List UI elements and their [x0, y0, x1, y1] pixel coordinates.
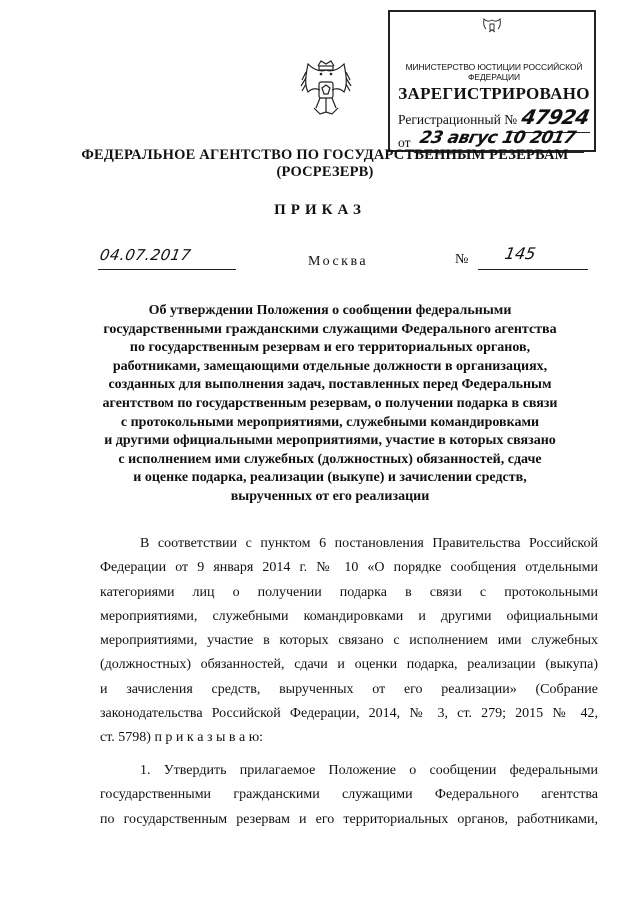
subject-line: с протокольными мероприятиями, служебными командировками: [120, 414, 540, 430]
subject-line: и другими официальными мероприятиями, участие в которых связано: [104, 433, 556, 449]
paragraph-line: и зачисления средств, вырученных от его реализации» (Собрание: [100, 681, 598, 697]
order-title: ПРИКАЗ: [274, 202, 366, 218]
paragraph-line: мероприятиями, участие в которых связано с исполнением ими служебных: [100, 633, 598, 649]
paragraph-line: по государственным резервам и его территориальных органов, работниками,: [100, 811, 598, 827]
subject-line: государственными гражданскими служащими Федерального агентства: [103, 321, 557, 337]
subject-line: работниками, замещающими отдельные должности в организациях,: [112, 358, 548, 374]
order-city: Москва: [308, 254, 369, 269]
coat-of-arms-icon: [300, 58, 352, 120]
paragraph-line: категориями лиц о получении подарка в связи с протокольными: [100, 584, 598, 600]
stamp-from-label: от: [398, 135, 411, 150]
agency-abbreviation: (РОСРЕЗЕРВ): [276, 164, 374, 180]
subject-line: вырученных от его реализации: [230, 488, 430, 504]
subject-line: и оценке подарка, реализации (выкупе) и зачислении средств,: [133, 470, 527, 486]
paragraph-line: законодательства Российской Федерации, 2014, № 3, ст. 279; 2015 № 42,: [100, 706, 598, 722]
subject-line: агентством по государственным резервам, о получении подарка в связи: [102, 395, 558, 411]
stamp-registered: ЗАРЕГИСТРИРОВАНО: [398, 84, 590, 103]
paragraph-line: В соответствии с пунктом 6 постановления Правительства Российской: [140, 536, 598, 551]
registration-stamp: [388, 10, 596, 152]
stamp-ministry: МИНИСТЕРСТВО ЮСТИЦИИ РОССИЙСКОЙ ФЕДЕРАЦИИ: [405, 62, 583, 82]
clause-1-paragraph: [100, 759, 598, 832]
stamp-emblem-icon: [482, 17, 502, 35]
number-sign: №: [455, 252, 469, 267]
paragraph-line: ст. 5798) п р и к а з ы в а ю:: [100, 730, 264, 746]
paragraph-line: государственными гражданскими служащими Федерального агентства: [100, 787, 598, 803]
subject-line: с исполнением ими служебных (должностных) обязанностей, сдаче: [118, 451, 542, 467]
order-number: 145: [503, 244, 538, 263]
subject-line: Об утверждении Положения о сообщении федеральными: [148, 303, 512, 318]
paragraph-line: (должностных) обязанностей, сдачи и оценки подарка, реализации (выкупа): [100, 657, 598, 673]
agency-heading: [60, 147, 590, 181]
subject-line: созданных для выполнения задач, поставленных перед Федеральным: [108, 377, 552, 393]
stamp-reg-date: 23 авгус 10 2017: [417, 128, 578, 148]
order-subject: [80, 302, 580, 507]
preamble-paragraph: [100, 532, 598, 751]
subject-line: по государственным резервам и его территориальных органов,: [129, 340, 531, 356]
paragraph-line: Федерации от 9 января 2014 г. № 10 «О порядке сообщения отдельными: [100, 560, 598, 576]
order-date: 04.07.2017: [98, 246, 193, 264]
agency-name: ФЕДЕРАЛЬНОЕ АГЕНТСТВО ПО ГОСУДАРСТВЕННЫМ РЕЗЕРВАМ: [81, 147, 569, 163]
stamp-reg-number: 47924: [519, 105, 592, 129]
paragraph-line: мероприятиями, служебными командировками и другими официальными: [100, 608, 598, 624]
paragraph-line: 1. Утвердить прилагаемое Положение о сообщении федеральными: [140, 763, 598, 778]
stamp-reg-label: Регистрационный №: [398, 112, 518, 127]
